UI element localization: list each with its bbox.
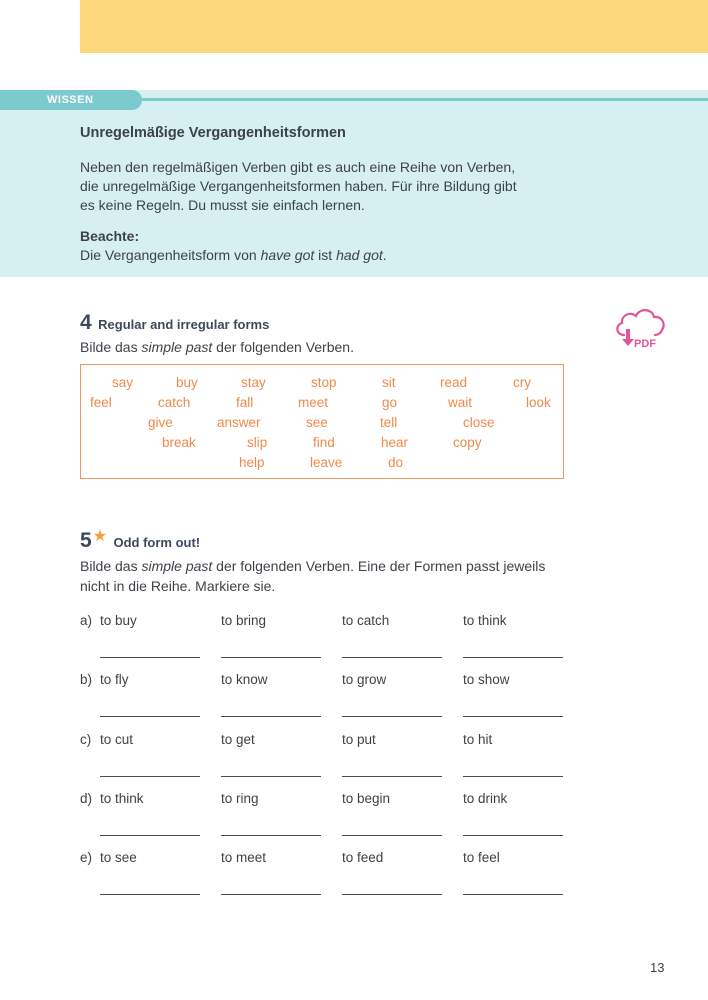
word: close <box>463 415 495 430</box>
wissen-text-line: die unregelmäßige Vergangenheitsformen haben. Für ihre Bildung gibt <box>80 178 517 194</box>
cloud-pdf-download-icon[interactable] <box>612 305 668 351</box>
answer-line[interactable] <box>100 776 200 777</box>
word: see <box>306 415 328 430</box>
row-letter: d) <box>80 791 93 806</box>
word: tell <box>380 415 398 430</box>
answer-line[interactable] <box>342 657 442 658</box>
word: find <box>313 435 335 450</box>
word: stop <box>311 375 337 390</box>
verb: to get <box>221 732 255 747</box>
verb: to catch <box>342 613 390 628</box>
word: give <box>148 415 173 430</box>
top-color-bar <box>80 0 708 53</box>
word: copy <box>453 435 482 450</box>
verb: to grow <box>342 672 387 687</box>
note-mid: ist <box>314 247 337 263</box>
row-letter: b) <box>80 672 93 687</box>
note-em-have-got: have got <box>260 247 315 263</box>
row-letter: a) <box>80 613 93 628</box>
answer-line[interactable] <box>221 657 321 658</box>
word: cry <box>513 375 531 390</box>
answer-line[interactable] <box>463 657 563 658</box>
instr-mid: der folgenden Verben. Eine der Formen passt jeweils <box>212 558 546 574</box>
instr-em: simple past <box>141 558 213 574</box>
verb: to meet <box>221 850 267 865</box>
exercise-title: Odd form out! <box>113 535 201 550</box>
exercise-4-header <box>80 311 640 357</box>
verb: to buy <box>100 613 137 628</box>
answer-line[interactable] <box>100 657 200 658</box>
answer-line[interactable] <box>221 835 321 836</box>
verb: to ring <box>221 791 259 806</box>
verb: to fly <box>100 672 129 687</box>
word: wait <box>448 395 473 410</box>
page-number: 13 <box>650 960 665 975</box>
exercise-5-header <box>80 526 580 596</box>
verb: to see <box>100 850 137 865</box>
answer-line[interactable] <box>221 716 321 717</box>
verb: to drink <box>463 791 508 806</box>
wissen-note <box>80 227 580 265</box>
word: answer <box>217 415 261 430</box>
verb: to begin <box>342 791 391 806</box>
exercise-number: 5 <box>80 529 92 552</box>
verb: to feed <box>342 850 384 865</box>
note-em-had-got: had got <box>336 247 383 263</box>
verb: to put <box>342 732 376 747</box>
word: catch <box>158 395 191 410</box>
word: meet <box>298 395 329 410</box>
word: slip <box>247 435 268 450</box>
exercise-number: 4 <box>80 311 92 334</box>
row-letter: c) <box>80 732 92 747</box>
word: leave <box>310 455 343 470</box>
wissen-text-line: es keine Regeln. Du musst sie einfach lernen. <box>80 197 365 213</box>
exercise-instruction <box>80 556 580 596</box>
answer-line[interactable] <box>463 894 563 895</box>
answer-line[interactable] <box>100 835 200 836</box>
word: go <box>382 395 398 410</box>
word: stay <box>241 375 266 390</box>
exercise-instruction <box>80 337 640 357</box>
verb: to think <box>100 791 144 806</box>
word: do <box>388 455 404 470</box>
verb: to hit <box>463 732 493 747</box>
row-letter: e) <box>80 850 93 865</box>
answer-line[interactable] <box>221 776 321 777</box>
star-icon: ★ <box>92 528 108 545</box>
verb: to think <box>463 613 507 628</box>
word: sit <box>382 375 396 390</box>
instr-pre: Bilde das <box>80 339 142 355</box>
answer-line[interactable] <box>342 894 442 895</box>
answer-line[interactable] <box>221 894 321 895</box>
answer-line[interactable] <box>342 716 442 717</box>
answer-line[interactable] <box>463 835 563 836</box>
word: read <box>440 375 468 390</box>
instr-em: simple past <box>141 339 213 355</box>
answer-line[interactable] <box>100 716 200 717</box>
answer-line[interactable] <box>342 776 442 777</box>
instr-pre: Bilde das <box>80 558 142 574</box>
wissen-content <box>80 124 580 277</box>
word: help <box>239 455 265 470</box>
pdf-label: PDF <box>634 338 656 350</box>
verb: to show <box>463 672 510 687</box>
wissen-title: Unregelmäßige Vergangenheitsformen <box>80 125 346 141</box>
answer-line[interactable] <box>342 835 442 836</box>
verb: to bring <box>221 613 267 628</box>
word: break <box>162 435 196 450</box>
word: hear <box>381 435 409 450</box>
verb: to know <box>221 672 268 687</box>
answer-line[interactable] <box>463 776 563 777</box>
wissen-tab-label: WISSEN <box>0 90 142 110</box>
word: buy <box>176 375 198 390</box>
instr-post: der folgenden Verben. <box>212 339 354 355</box>
wissen-text <box>80 158 580 215</box>
instr-line2: nicht in die Reihe. Markiere sie. <box>80 578 276 594</box>
verb: to feel <box>463 850 500 865</box>
word: say <box>112 375 134 390</box>
word: look <box>526 395 551 410</box>
verb: to cut <box>100 732 134 747</box>
answer-line[interactable] <box>100 894 200 895</box>
exercise-title: Regular and irregular forms <box>98 317 270 332</box>
note-pre: Die Vergangenheitsform von <box>80 247 261 263</box>
word: feel <box>90 395 112 410</box>
word-box <box>80 364 564 479</box>
wissen-text-line: Neben den regelmäßigen Verben gibt es auch eine Reihe von Verben, <box>80 159 516 175</box>
answer-line[interactable] <box>463 716 563 717</box>
word: fall <box>236 395 254 410</box>
note-post: . <box>382 247 387 263</box>
beachte-label: Beachte: <box>80 228 140 244</box>
